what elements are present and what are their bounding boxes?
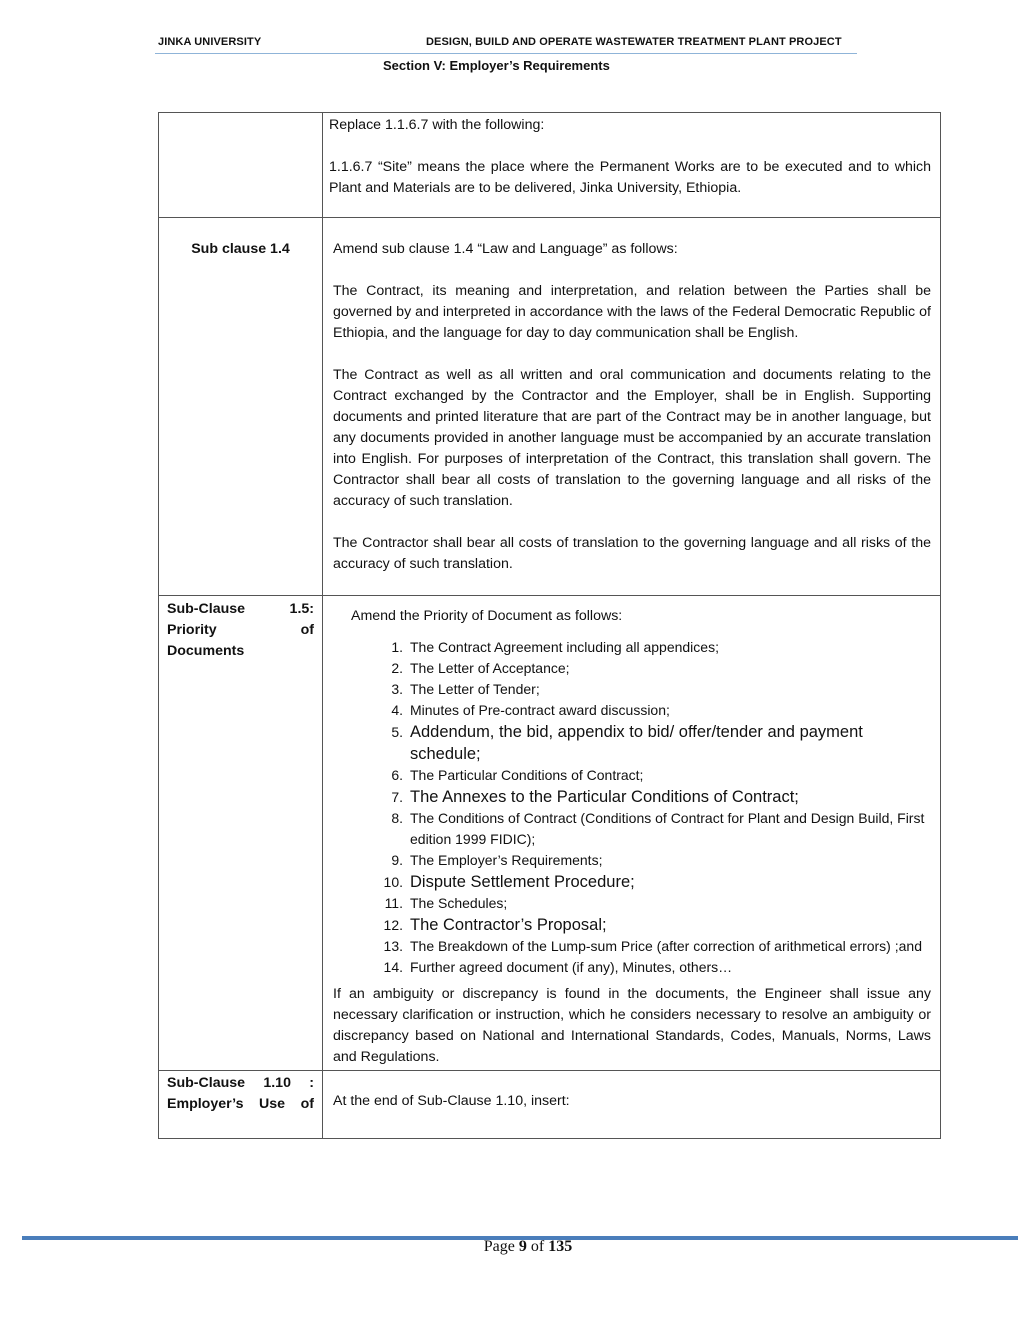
row-content-cell	[323, 1071, 941, 1139]
row-label-cell	[159, 596, 323, 1071]
list-item: 5. Addendum, the bid, appendix to bid/ offer/tender and payment schedule;	[391, 723, 863, 763]
list-item: 14. Further agreed document (if any), Minutes, others…	[383, 959, 733, 975]
header-rule	[155, 53, 857, 54]
list-item: 6. The Particular Conditions of Contract;	[391, 767, 644, 783]
paragraph: Amend the Priority of Document as follows:	[351, 608, 623, 624]
row-label: Sub-Clause 1.10 : Employer’s Use of	[167, 1075, 314, 1112]
row-content-cell	[323, 596, 941, 1071]
list-item: 13. The Breakdown of the Lump-sum Price (after correction of arithmetical errors) ;and	[383, 938, 922, 954]
list-item: 10. Dispute Settlement Procedure;	[383, 873, 635, 891]
list-item: 11. The Schedules;	[384, 895, 508, 911]
list-item: 12. The Contractor’s Proposal;	[383, 916, 607, 934]
table-row	[159, 113, 941, 218]
row-label-cell	[159, 113, 323, 218]
table-row	[159, 1071, 941, 1139]
table-row	[159, 596, 941, 1071]
paragraph: The Contractor shall bear all costs of translation to the governing language and all risks of the accuracy of such translation.	[333, 535, 931, 572]
page-number: Page 9 of 135	[483, 1238, 573, 1255]
header-project: DESIGN, BUILD AND OPERATE WASTEWATER TREATMENT PLANT PROJECT	[426, 36, 842, 48]
table-row	[159, 218, 941, 596]
paragraph: Amend sub clause 1.4 “Law and Language” as follows:	[333, 241, 678, 257]
paragraph: The Contract as well as all written and oral communication and documents relating to the Contract exchanged by the Contractor and the Employer, shall be in English. Supporting documents and printed literature that are part of the Contract may be in another language, but any documents provided in another language must be accompanied by an accurate translation into English. For purposes of interpretation of the Contract, this translation shall govern. The Contractor shall bear all costs of translation to the governing language and all risks of the accuracy of such translation.	[333, 367, 931, 509]
paragraph: Replace 1.1.6.7 with the following:	[329, 117, 545, 133]
row-label-cell	[159, 1071, 323, 1139]
row-label	[159, 113, 322, 116]
paragraph: If an ambiguity or discrepancy is found in the documents, the Engineer shall issue any necessary clarification or instruction, which he considers necessary to resolve an ambiguity or discrepancy based on National and International Standards, Codes, Manuals, Norms, Laws and Regulations.	[333, 986, 931, 1065]
row-label-cell	[159, 218, 323, 596]
requirements-table	[158, 112, 941, 1139]
row-content-cell	[323, 218, 941, 596]
list-item: 9. The Employer’s Requirements;	[391, 852, 603, 868]
row-content-cell	[323, 113, 941, 218]
list-item: 1. The Contract Agreement including all appendices;	[391, 639, 719, 655]
paragraph: At the end of Sub-Clause 1.10, insert:	[333, 1093, 570, 1109]
header-org: JINKA UNIVERSITY	[158, 36, 262, 48]
list-item: 4. Minutes of Pre-contract award discussion;	[391, 702, 670, 718]
row-label: Sub clause 1.4	[191, 241, 290, 257]
paragraph: The Contract, its meaning and interpretation, and relation between the Parties shall be governed by and interpreted in accordance with the laws of the Federal Democratic Republic of Ethiopia, and the language for day to day communication shall be English.	[333, 283, 931, 341]
header-section: Section V: Employer’s Requirements	[383, 58, 610, 73]
list-item: 8. The Conditions of Contract (Conditions of Contract for Plant and Design Build, First edition 1999 FIDIC);	[391, 810, 925, 847]
paragraph: 1.1.6.7 “Site” means the place where the Permanent Works are to be executed and to which Plant and Materials are to be delivered, Jinka University, Ethiopia.	[329, 159, 931, 196]
list-item: 3. The Letter of Tender;	[391, 681, 540, 697]
list-item: 2. The Letter of Acceptance;	[391, 660, 570, 676]
row-label: Sub-Clause 1.5: Priority of Documents	[167, 601, 314, 659]
priority-list	[333, 637, 931, 978]
list-item: 7. The Annexes to the Particular Conditions of Contract;	[391, 788, 799, 806]
